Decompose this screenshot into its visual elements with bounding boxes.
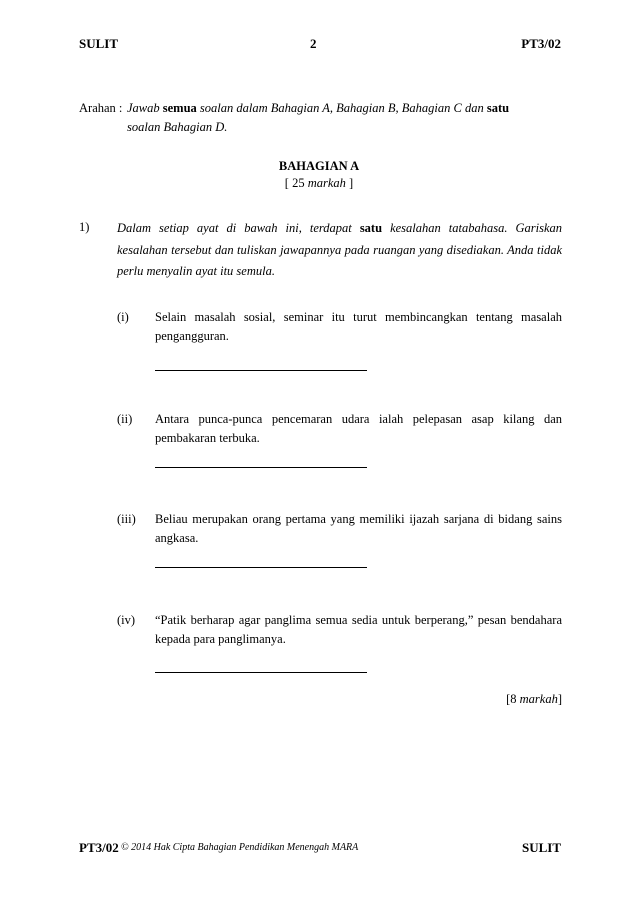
question-number: 1) bbox=[79, 220, 90, 234]
header-paper-code: PT3/02 bbox=[521, 36, 561, 51]
instructions-line-1 bbox=[127, 99, 567, 118]
total-marks-close: ] bbox=[557, 692, 562, 706]
question-text-part-b: kesalahan tatabahasa. Gariskan kesalahan tersebut dan tuliskan jawapannya pada ruangan yang disediakan. Anda tidak perlu menyalin ayat itu semula. bbox=[117, 221, 562, 278]
answer-line[interactable] bbox=[155, 370, 367, 371]
section-marks-word: markah bbox=[307, 176, 346, 190]
total-marks-word: markah bbox=[519, 692, 558, 706]
answer-line[interactable] bbox=[155, 467, 367, 468]
instructions-label: Arahan : bbox=[79, 101, 123, 115]
footer-copyright: © 2014 Hak Cipta Bahagian Pendidikan Menengah MARA bbox=[121, 842, 359, 853]
question-emphasis-satu: satu bbox=[359, 221, 383, 235]
sub-question-label: (i) bbox=[117, 310, 129, 324]
footer-confidential: SULIT bbox=[521, 840, 561, 855]
sub-question-text: Antara punca-punca pencemaran udara ialah pelepasan asap kilang dan pembakaran terbuka. bbox=[155, 412, 562, 446]
sub-question-label: (ii) bbox=[117, 412, 133, 426]
instructions-part-c: soalan dalam Bahagian A, Bahagian B, Bahagian C dan bbox=[196, 101, 487, 115]
section-marks-open: [ 25 bbox=[284, 176, 308, 190]
answer-line[interactable] bbox=[155, 567, 367, 568]
question-text-part-a: Dalam setiap ayat di bawah ini, terdapat bbox=[117, 221, 360, 235]
sub-question-text: Selain masalah sosial, seminar itu turut membincangkan tentang masalah pengangguran. bbox=[155, 310, 562, 344]
question-total-marks bbox=[506, 690, 562, 709]
instructions-emphasis-semua: semua bbox=[162, 101, 197, 115]
section-marks bbox=[0, 174, 638, 193]
sub-question-label: (iii) bbox=[117, 512, 136, 526]
instructions-part-a: Jawab bbox=[127, 101, 163, 115]
sub-question-text: Beliau merupakan orang pertama yang memiliki ijazah sarjana di bidang sains angkasa. bbox=[155, 512, 562, 546]
section-marks-close: ] bbox=[345, 176, 354, 190]
header-confidential: SULIT bbox=[79, 36, 119, 51]
instructions-text bbox=[127, 99, 567, 138]
instructions-line-2: soalan Bahagian D. bbox=[127, 120, 228, 135]
answer-line[interactable] bbox=[155, 672, 367, 673]
sub-question-label: (iv) bbox=[117, 613, 136, 627]
section-title: BAHAGIAN A bbox=[278, 159, 360, 173]
page-number: 2 bbox=[310, 36, 317, 51]
instructions-emphasis-satu: satu bbox=[486, 101, 510, 115]
sub-question-text: “Patik berharap agar panglima semua sedia untuk berperang,” pesan bendahara kepada para panglimanya. bbox=[155, 613, 562, 647]
footer-paper-code: PT3/02 bbox=[79, 840, 119, 855]
question-instruction bbox=[117, 218, 562, 283]
total-marks-open: [8 bbox=[506, 692, 520, 706]
